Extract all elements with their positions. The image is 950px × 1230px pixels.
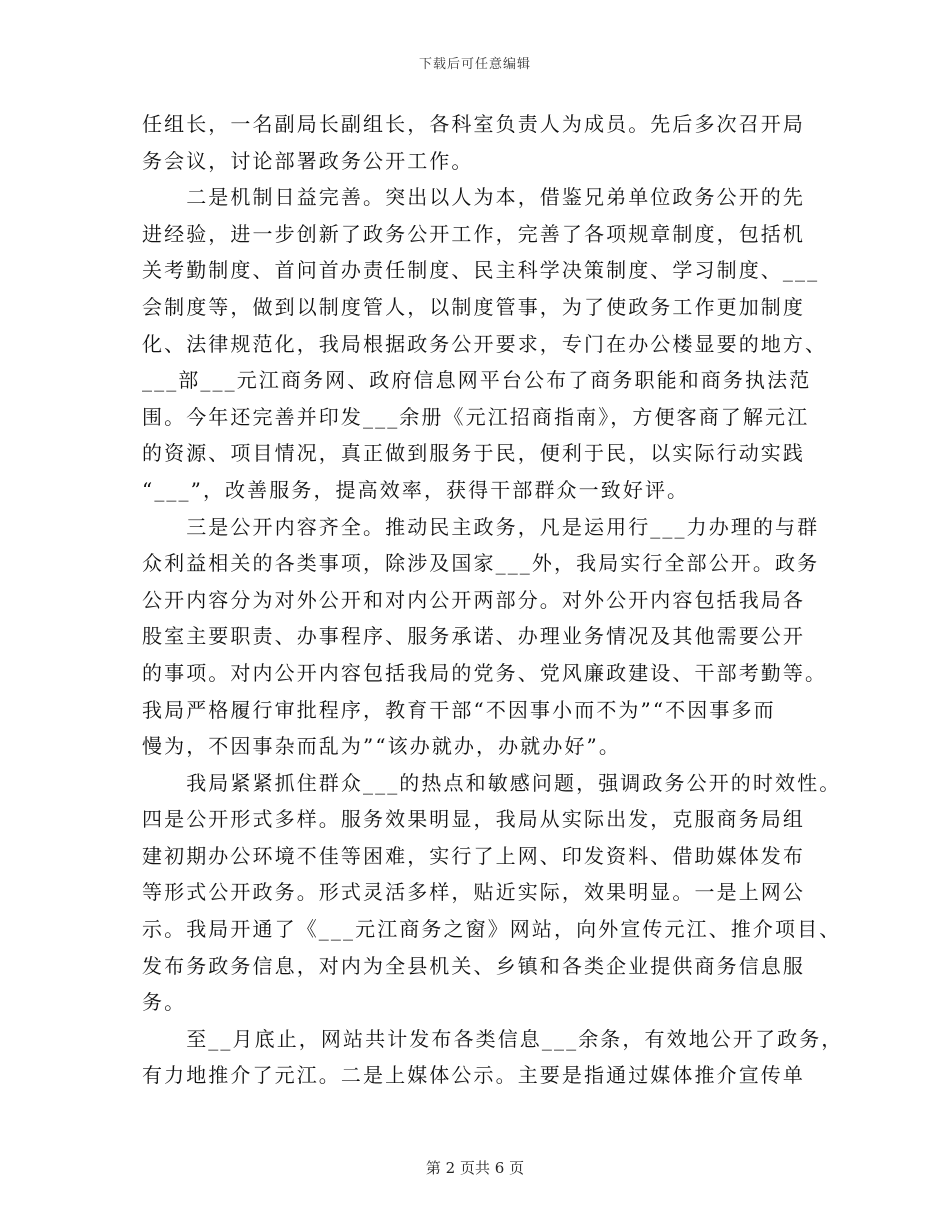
text-line: 化、法律规范化，我局根据政务公开要求，专门在办公楼显要的地方、	[142, 331, 828, 356]
text-line: 公开内容分为对外公开和对内公开两部分。对外公开内容包括我局各	[142, 587, 805, 612]
text-line: 有力地推介了元江。二是上媒体公示。主要是指通过媒体推介宣传单	[142, 1063, 805, 1088]
text-line: 示。我局开通了《___元江商务之窗》网站，向外宣传元江、推介项目、	[142, 917, 842, 942]
text-line: 围。今年还完善并印发___余册《元江招商指南》，方便客商了解元江	[142, 404, 810, 429]
text-line: 四是公开形式多样。服务效果明显，我局从实际出发，克服商务局组	[142, 807, 805, 832]
text-line: 至__月底止，网站共计发布各类信息___余条，有效地公开了政务，	[142, 1026, 844, 1051]
text-line: 的资源、项目情况，真正做到服务于民，便利于民，以实际行动实践	[142, 441, 805, 466]
text-line: “___”，改善服务，提高效率，获得干部群众一致好评。	[142, 477, 690, 502]
text-line: 等形式公开政务。形式灵活多样，贴近实际，效果明显。一是上网公	[142, 880, 805, 905]
text-line: 我局严格履行审批程序，教育干部“不因事小而不为”“不因事多而	[142, 697, 776, 722]
text-line: ___部___元江商务网、政府信息网平台公布了商务职能和商务执法范	[142, 368, 812, 393]
text-line: 务会议，讨论部署政务公开工作。	[142, 148, 474, 173]
text-line: 任组长，一名副局长副组长，各科室负责人为成员。先后多次召开局	[142, 112, 805, 136]
text-line: 二是机制日益完善。突出以人为本，借鉴兄弟单位政务公开的先	[142, 185, 805, 210]
page-footer: 第 2 页共 6 页	[425, 1159, 525, 1177]
text-line: 三是公开内容齐全。推动民主政务，凡是运用行___力办理的与群	[142, 514, 820, 539]
text-line: 务。	[142, 990, 187, 1015]
text-line: 我局紧紧抓住群众___的热点和敏感问题，强调政务公开的时效性。	[142, 770, 842, 795]
text-line: 进经验，进一步创新了政务公开工作，完善了各项规章制度，包括机	[142, 221, 805, 246]
text-line: 关考勤制度、首问首办责任制度、民主科学决策制度、学习制度、___	[142, 258, 820, 283]
text-line: 建初期办公环境不佳等困难，实行了上网、印发资料、借助媒体发布	[142, 843, 805, 868]
text-line: 慢为，不因事杂而乱为”“该办就办，办就办好”。	[142, 734, 621, 759]
text-line: 发布务政务信息，对内为全县机关、乡镇和各类企业提供商务信息服	[142, 953, 805, 978]
text-line: 众利益相关的各类事项，除涉及国家___外，我局实行全部公开。政务	[142, 551, 820, 576]
text-line: 会制度等，做到以制度管人，以制度管事，为了使政务工作更加制度	[142, 294, 805, 319]
text-line: 的事项。对内公开内容包括我局的党务、党风廉政建设、干部考勤等。	[142, 660, 828, 685]
page-header: 下载后可任意编辑	[418, 57, 531, 72]
text-line: 股室主要职责、办事程序、服务承诺、办理业务情况及其他需要公开	[142, 624, 805, 649]
document-body	[142, 106, 844, 1094]
